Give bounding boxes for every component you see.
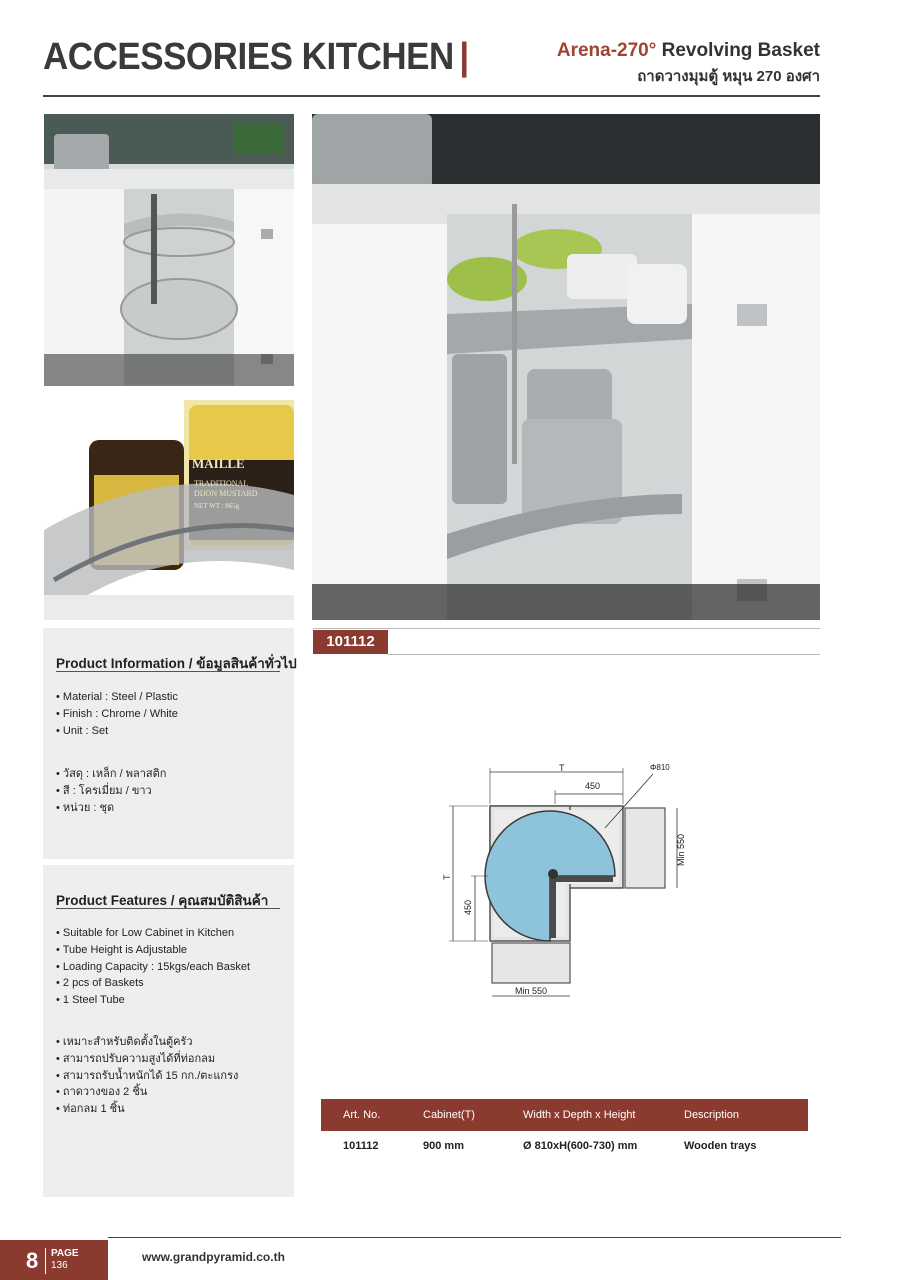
list-item: • สามารถรับน้ำหนักได้ 15 กก./ตะแกรง bbox=[56, 1068, 238, 1085]
website-url: www.grandpyramid.co.th bbox=[142, 1250, 285, 1264]
dim-label-min550-right: Min 550 bbox=[676, 833, 686, 866]
table-header-cell: Width x Depth x Height bbox=[501, 1099, 662, 1131]
list-item: • วัสดุ : เหล็ก / พลาสติก bbox=[56, 766, 166, 783]
dim-label-t-top: T bbox=[559, 763, 565, 773]
list-item: • สามารถปรับความสูงได้ที่ท่อกลม bbox=[56, 1051, 238, 1068]
product-information-list-th bbox=[56, 766, 166, 816]
list-item: • 1 Steel Tube bbox=[56, 992, 250, 1009]
footer-divider bbox=[108, 1237, 841, 1238]
spec-table bbox=[321, 1099, 808, 1161]
table-cell: Ø 810xH(600-730) mm bbox=[523, 1140, 638, 1152]
list-item: • 2 pcs of Baskets bbox=[56, 975, 250, 992]
page-label: PAGE bbox=[51, 1248, 79, 1259]
dim-label-450-top: 450 bbox=[585, 781, 601, 791]
product-features-list-en bbox=[56, 925, 250, 1009]
list-item: • ท่อกลม 1 ชิ้น bbox=[56, 1101, 238, 1118]
dim-label-t-left: T bbox=[442, 874, 452, 880]
list-item: • Material : Steel / Plastic bbox=[56, 689, 178, 706]
product-information-heading: Product Information / ข้อมูลสินค้าทั่วไป bbox=[56, 656, 297, 671]
list-item: • ถาดวางของ 2 ชิ้น bbox=[56, 1084, 238, 1101]
product-information-panel bbox=[43, 628, 297, 859]
jar-label-line1: TRADITIONAL bbox=[194, 479, 249, 488]
dim-label-450-left: 450 bbox=[463, 899, 473, 915]
page-total: 136 bbox=[51, 1260, 68, 1271]
table-header-cell: Description bbox=[662, 1099, 808, 1131]
page-title: ACCESSORIES KITCHEN | bbox=[43, 36, 469, 78]
product-name-thai: ถาดวางมุมตู้ หมุน 270 องศา bbox=[637, 68, 820, 85]
table-header-cell: Cabinet(T) bbox=[401, 1099, 501, 1131]
jar-label-line2: DIJON MUSTARD bbox=[194, 489, 258, 498]
dim-label-diameter: Φ810 bbox=[650, 763, 670, 772]
list-item: • Unit : Set bbox=[56, 723, 178, 740]
table-row bbox=[321, 1131, 808, 1161]
art-number-rule-bottom bbox=[388, 654, 820, 655]
table-header-row bbox=[321, 1099, 808, 1131]
heading-underline bbox=[56, 908, 280, 909]
product-features-panel bbox=[43, 865, 294, 1197]
list-item: • Tube Height is Adjustable bbox=[56, 942, 250, 959]
list-item: • หน่วย : ชุด bbox=[56, 800, 166, 817]
table-cell: 101112 bbox=[343, 1140, 379, 1152]
header-divider bbox=[43, 95, 820, 97]
product-title-block bbox=[557, 40, 820, 88]
jar-brand-label: MAILLE bbox=[192, 456, 245, 471]
product-name: Arena-270° Revolving Basket bbox=[556, 40, 820, 61]
art-number-badge: 101112 bbox=[313, 630, 388, 654]
list-item: • สี : โครเมี่ยม / ขาว bbox=[56, 783, 166, 800]
product-information-list-en bbox=[56, 689, 178, 739]
table-header-cell: Art. No. bbox=[321, 1099, 401, 1131]
list-item: • Suitable for Low Cabinet in Kitchen bbox=[56, 925, 250, 942]
product-features-list-th bbox=[56, 1034, 238, 1118]
list-item: • Loading Capacity : 15kgs/each Basket bbox=[56, 959, 250, 976]
table-cell: Wooden trays bbox=[684, 1140, 757, 1152]
photo-jars-closeup bbox=[44, 400, 294, 620]
page-number-badge bbox=[0, 1240, 108, 1280]
heading-underline bbox=[56, 671, 280, 672]
list-item: • เหมาะสำหรับติดตั้งในตู้ครัว bbox=[56, 1034, 238, 1051]
dim-label-min550-bottom: Min 550 bbox=[515, 986, 548, 996]
photo-cabinet-main bbox=[312, 114, 820, 620]
photo-cabinet-small bbox=[44, 114, 294, 386]
art-number-rule-top bbox=[313, 628, 820, 629]
installation-diagram bbox=[435, 758, 705, 1004]
page-number-separator bbox=[45, 1248, 46, 1274]
table-cell: 900 mm bbox=[423, 1140, 464, 1152]
page-number: 8 bbox=[26, 1248, 39, 1273]
product-features-heading: Product Features / คุณสมบัติสินค้า bbox=[56, 893, 269, 908]
jar-label-line3: NET WT : 865g bbox=[194, 502, 240, 510]
list-item: • Finish : Chrome / White bbox=[56, 706, 178, 723]
